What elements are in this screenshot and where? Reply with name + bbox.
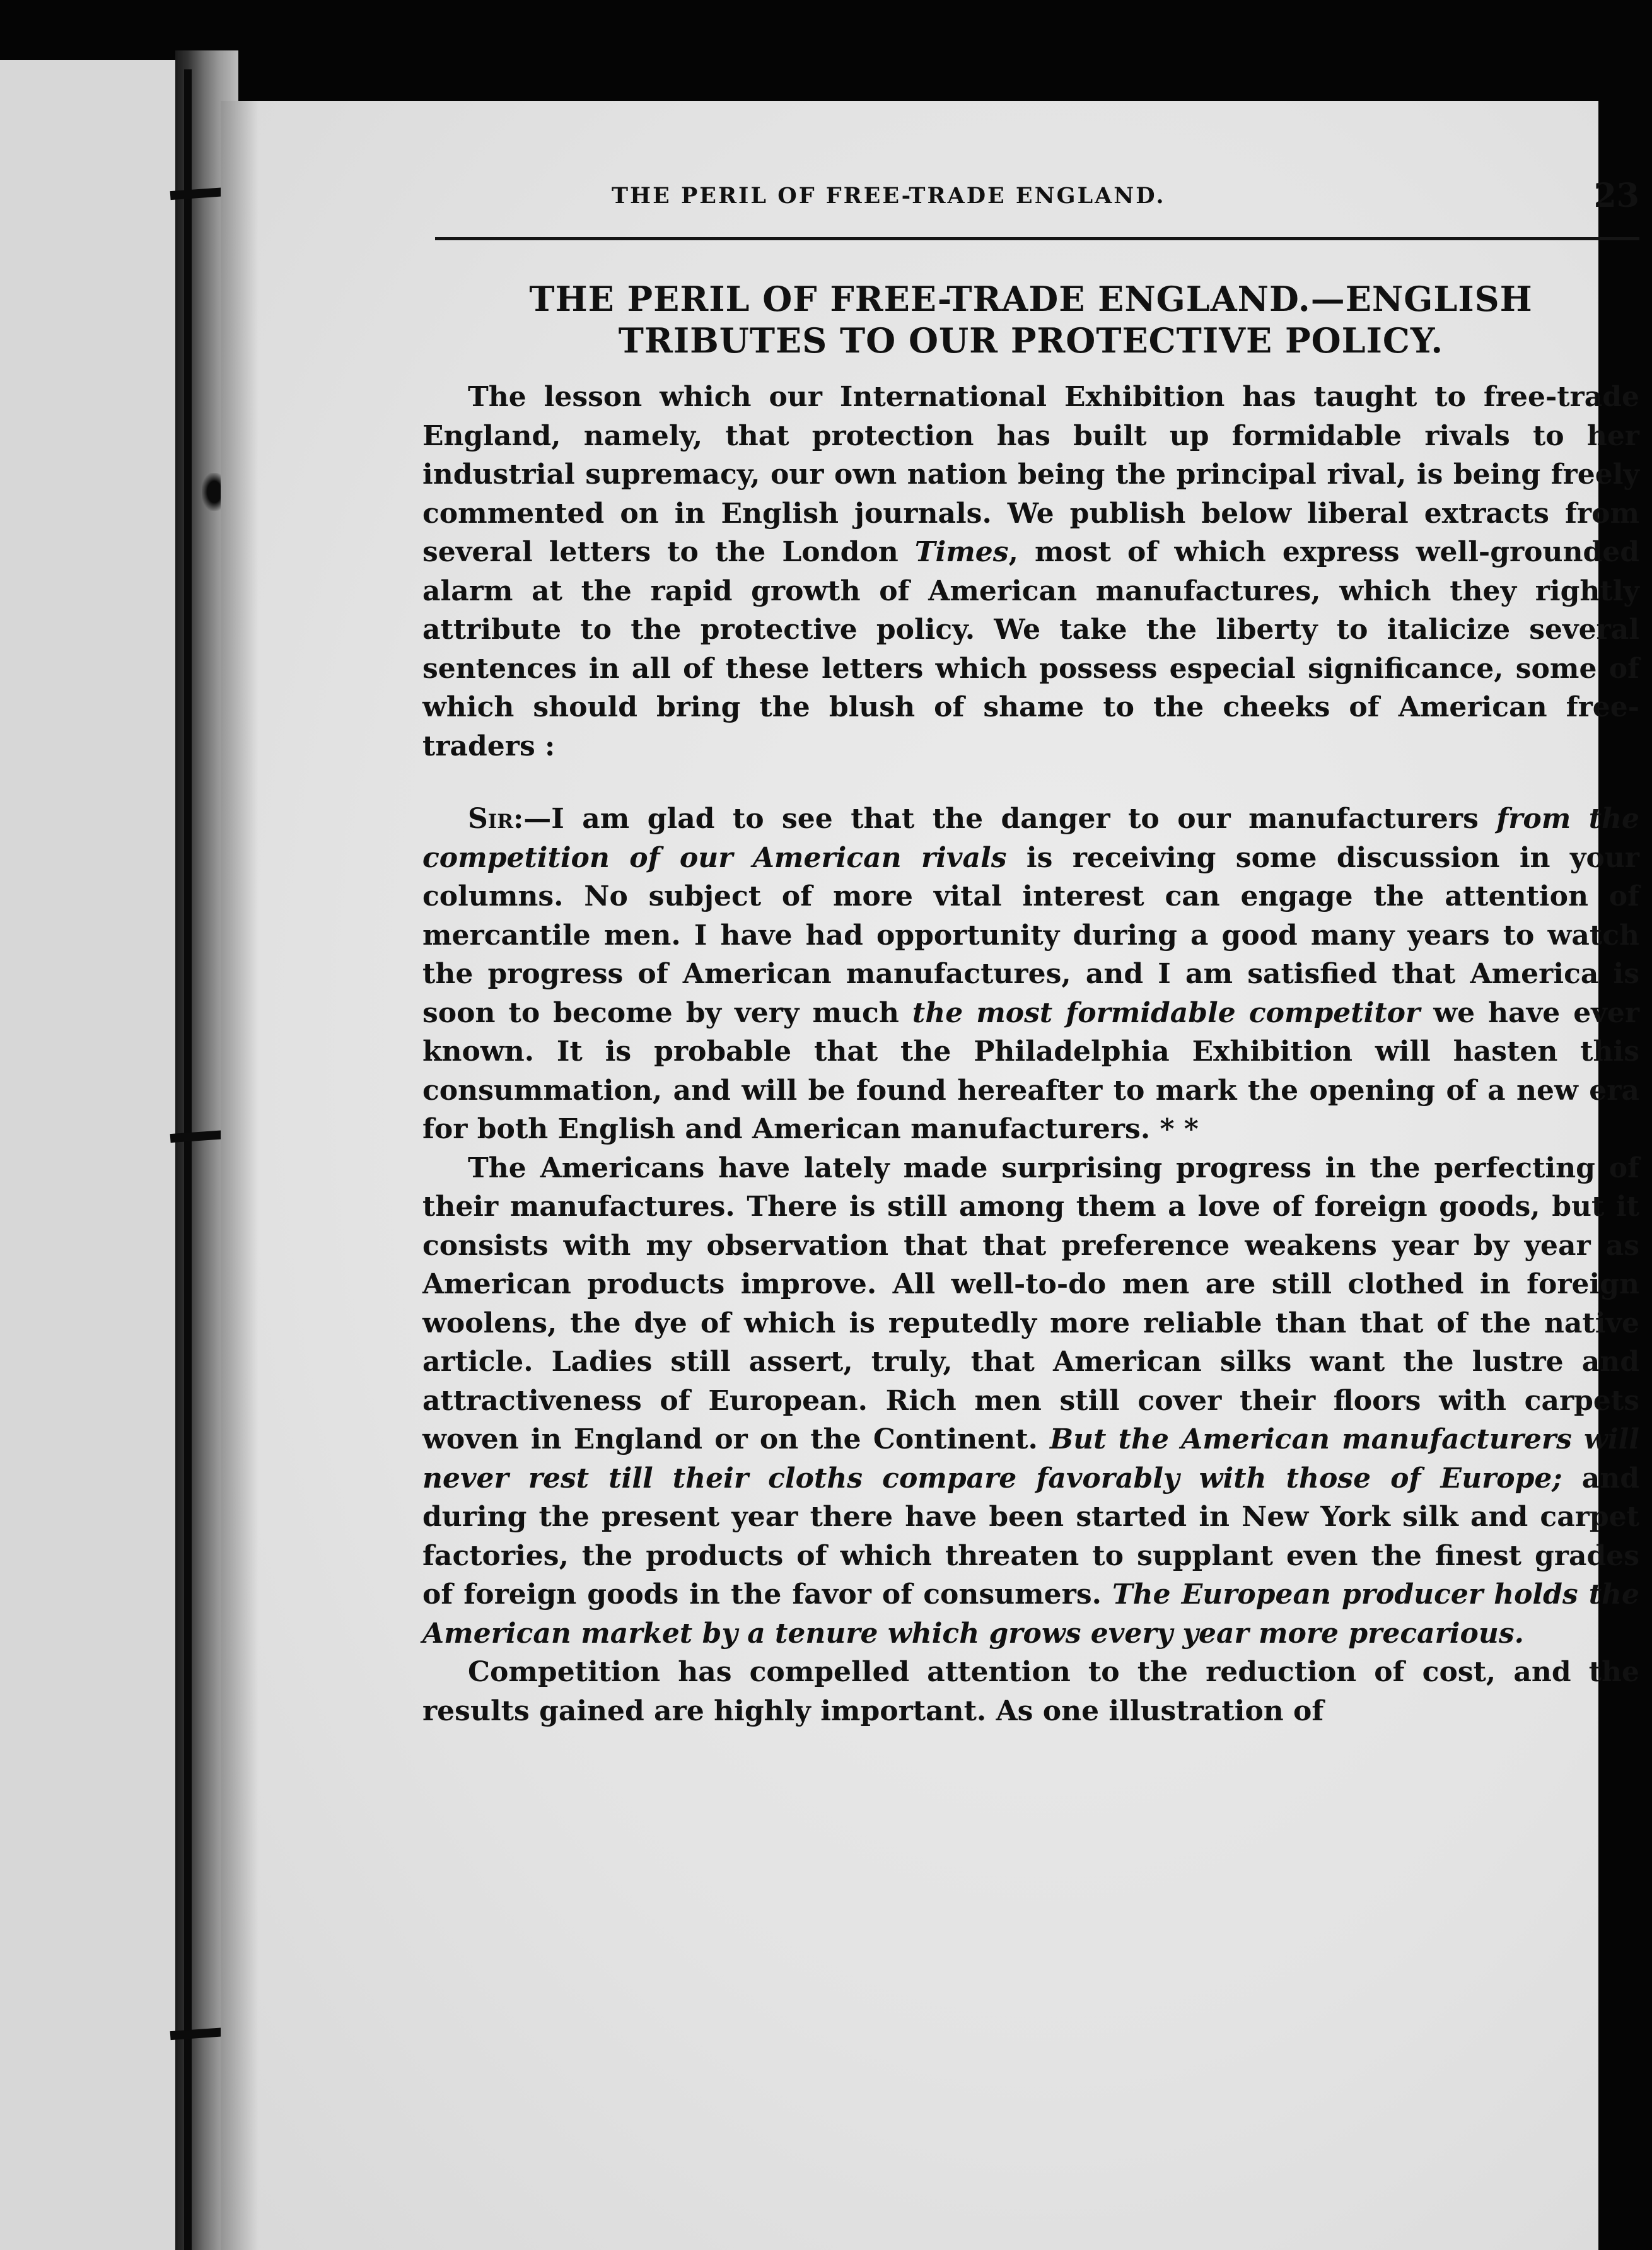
letter-italic: But the American manufacturers will never rest till their cloths compare favorably with those of Europe;	[422, 1423, 1640, 1495]
times-italic: Times	[914, 536, 1009, 568]
letter-paragraph-2	[422, 1149, 1639, 1653]
page-content	[422, 177, 1640, 1730]
headline-line-1: THE PERIL OF FREE-TRADE ENGLAND.—ENGLISH	[529, 279, 1533, 319]
book-page	[221, 101, 1640, 2250]
headline-line-2: TRIBUTES TO OUR PROTECTIVE POLICY.	[618, 320, 1444, 361]
article-headline	[422, 278, 1639, 361]
letter-italic: from the competition of our American rivals	[422, 803, 1640, 874]
page-number: 23	[1593, 177, 1639, 215]
letter-text: and during the present year there have been started in New York silk and carpet factories, the products of which threaten to supplant even the finest grades of foreign goods in the favor of consumers.	[422, 1462, 1640, 1611]
letter-text: is receiving some discussion in your columns. No subject of more vital interest can engage the attention of mercantile men. I have had opportunity during a good many years to watch the progress of American manufactures, and I am satisfied that America is soon to become by very much	[422, 841, 1639, 1029]
page-shadow	[221, 101, 259, 2250]
letter-salutation: Sir	[468, 803, 514, 835]
intro-text-2: , most of which express well-grounded alarm at the rapid growth of American manufactures, which they rightly attribute to the protective policy. We take the liberty to italicize several sentences in all of these letters which possess especial significance, some of which should bring the blush of shame to the cheeks of American free-traders :	[422, 536, 1639, 762]
letter-paragraph-1	[422, 800, 1639, 1149]
letter-text: we have ever known. It is probable that the Philadelphia Exhibition will hasten this consummation, and will be found hereafter to mark the opening of a new era for both English and American manufacturers. * *	[422, 996, 1639, 1145]
letter-text: The Americans have lately made surprising progress in the perfecting of their manufactures. There is still among them a love of foreign goods, but it consists with my observation that that preference weakens year by year as American products improve. All well-to-do men are still clothed in foreign woolens, the dye of which is reputedly more reliable than that of the native article. Ladies still assert, truly, that American silks want the lustre and attractiveness of European. Rich men still cover their floors with carpets woven in England or on the Continent.	[422, 1151, 1639, 1455]
running-title: THE PERIL OF FREE-TRADE ENGLAND.	[612, 183, 1166, 209]
running-head	[422, 177, 1639, 233]
intro-text-1: The lesson which our International Exhibition has taught to free-trade England, namely, that protection has built up formidable rivals to her industrial supremacy, our own nation being the principal rival, is being freely commented on in English journals. We publish below liberal extracts from several letters to the London	[422, 381, 1639, 568]
letter-italic: the most formidable competitor	[912, 996, 1421, 1029]
intro-paragraph	[422, 378, 1639, 766]
letter-italic: The European producer holds the American market by a tenure which grows every year more precarious.	[422, 1578, 1639, 1650]
header-rule	[435, 237, 1639, 240]
binding-thread	[184, 69, 192, 2250]
article-body	[422, 378, 1639, 1730]
left-page-edge	[0, 60, 189, 2250]
letter-text: :—I am glad to see that the danger to our manufacturers	[513, 803, 1497, 835]
letter-paragraph-3: Competition has compelled attention to the reduction of cost, and the results gained are highly important. As one illustration of	[422, 1656, 1639, 1727]
